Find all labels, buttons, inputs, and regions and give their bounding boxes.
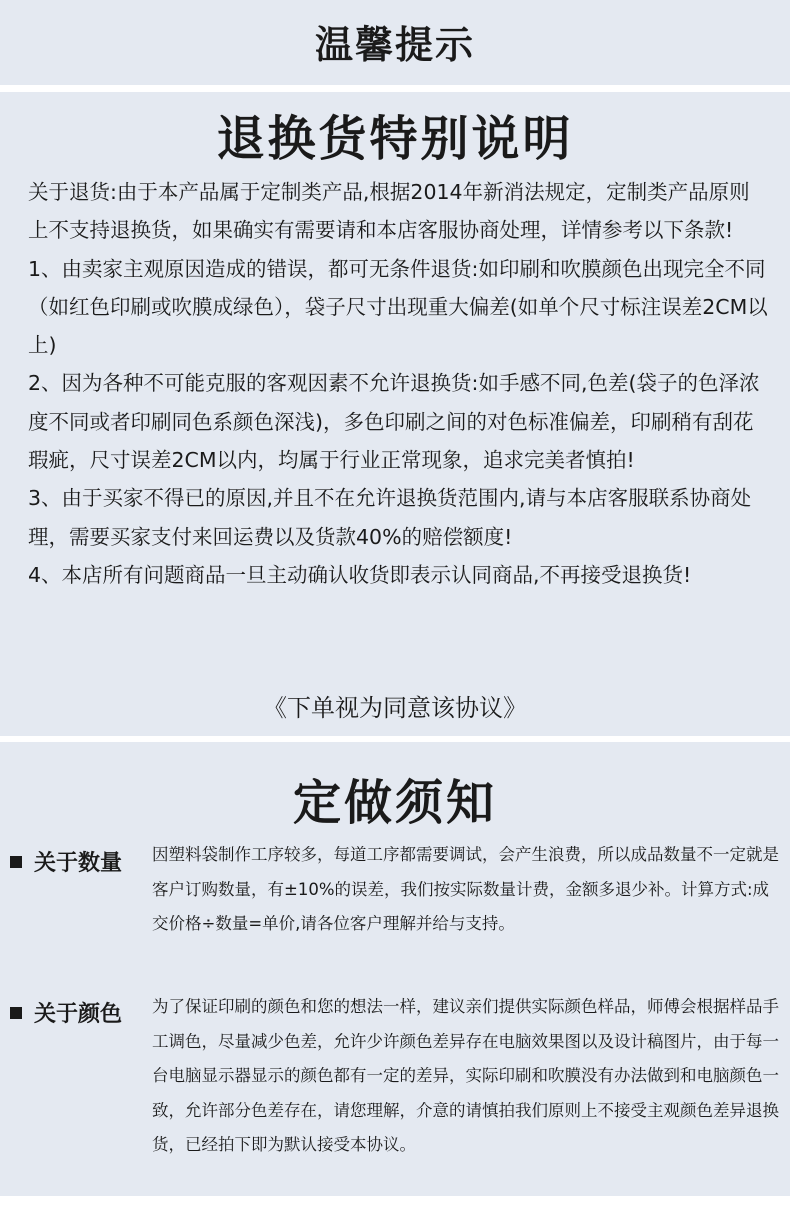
color-label-text: 关于颜色 (34, 1002, 123, 1027)
policy-text (28, 173, 768, 594)
custom-title: 定做须知 (292, 775, 497, 831)
color-label (10, 997, 122, 1028)
policy-item-1: 1、由卖家主观原因造成的错误，都可无条件退货:如印刷和吹膜颜色出现完全不同（如红色印刷或吹膜成绿色），袋子尺寸出现重大偏差(如单个尺寸标注误差2CM以上) (28, 256, 768, 358)
policy-title: 退换货特别说明 (216, 111, 574, 167)
agreement-note: 《下单视为同意该协议》 (263, 694, 527, 722)
quantity-text: 因塑料袋制作工序较多，每道工序都需要调试，会产生浪费，所以成品数量不一定就是客户订购数量，有±10%的误差，我们按实际数量计费，金额多退少补。计算方式:成交价格÷数量=单价,请各位客户理解并给与支持。 (152, 845, 779, 933)
quantity-label (10, 846, 122, 877)
policy-item-2: 2、因为各种不可能克服的客观因素不允许退换货:如手感不同,色差(袋子的色泽浓度不同或者印刷同色系颜色深浅)，多色印刷之间的对色标准偏差，印刷稍有刮花瑕疵，尺寸误差2CM以内，均属于行业正常现象，追求完美者慎拍! (28, 371, 760, 473)
policy-intro: 关于退货:由于本产品属于定制类产品,根据2014年新消法规定，定制类产品原则上不支持退换货，如果确实有需要请和本店客服协商处理，详情参考以下条款! (28, 180, 750, 243)
square-bullet-icon (10, 1007, 22, 1019)
quantity-label-text: 关于数量 (34, 851, 123, 876)
policy-item-3: 3、由于买家不得已的原因,并且不在允许退换货范围内,请与本店客服联系协商处理，需要买家支付来回运费以及货款40%的赔偿额度! (28, 486, 752, 549)
color-text: 为了保证印刷的颜色和您的想法一样，建议亲们提供实际颜色样品，师傅会根据样品手工调色，尽量减少色差，允许少许颜色差异存在电脑效果图以及设计稿图片，由于每一台电脑显示器显示的颜色都有一定的差异，实际印刷和吹膜没有办法做到和电脑颜色一致，允许部分色差存在，请您理解，介意的请慎拍我们原则上不接受主观颜色差异退换货，已经拍下即为默认接受本协议。 (152, 997, 779, 1154)
header-title: 温馨提示 (314, 23, 475, 67)
square-bullet-icon (10, 856, 22, 868)
policy-item-4: 4、本店所有问题商品一旦主动确认收货即表示认同商品,不再接受退换货! (28, 562, 692, 587)
